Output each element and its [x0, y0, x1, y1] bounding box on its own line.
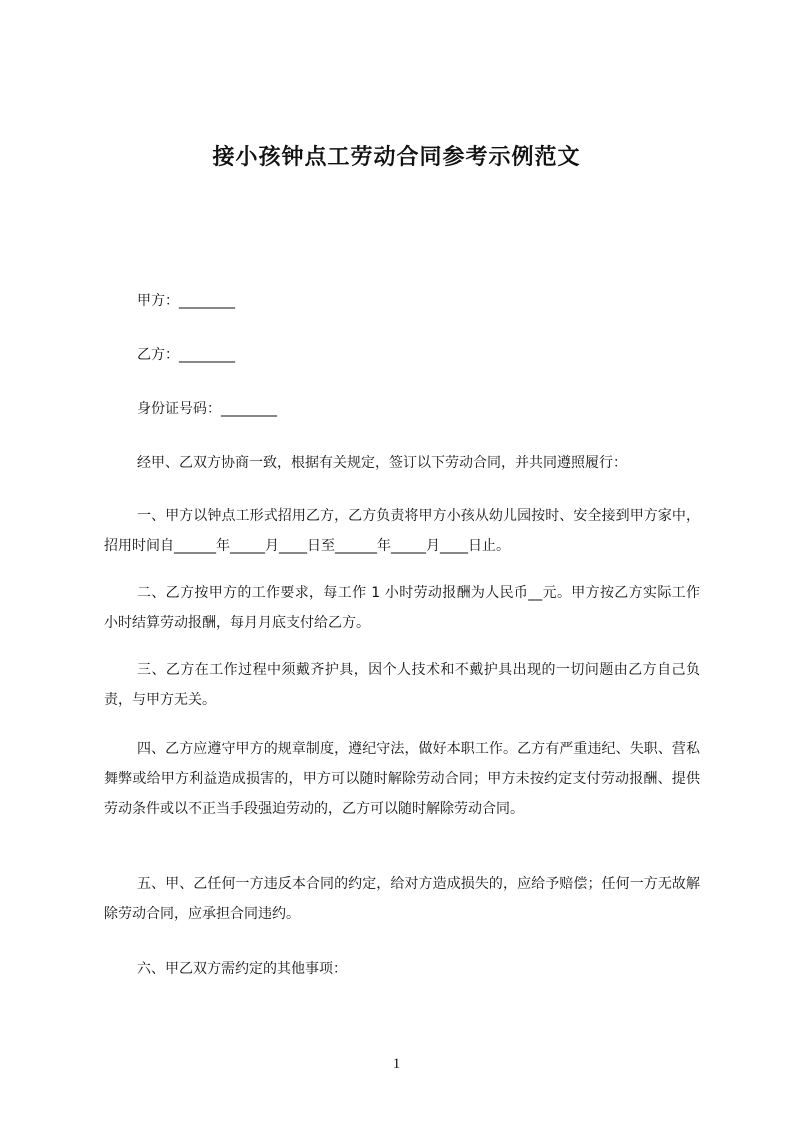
id-number-line: 身份证号码：________ — [137, 401, 277, 417]
clause-3: 三、乙方在工作过程中须戴齐护具，因个人技术和不戴护具出现的一切问题由乙方自己负责，与甲方无关。 — [104, 662, 700, 708]
clause-5: 五、甲、乙任何一方违反本合同的约定，给对方造成损失的，应给予赔偿；任何一方无故解除劳动合同，应承担合同违约。 — [104, 876, 700, 922]
intro-paragraph: 经甲、乙双方协商一致，根据有关规定，签订以下劳动合同，并共同遵照履行： — [137, 455, 627, 471]
clause-1: 一、甲方以钟点工形式招用乙方，乙方负责将甲方小孩从幼儿园按时、安全接到甲方家中，招用时间自______年_____月____日至______年_____月____日止。 — [104, 508, 700, 554]
party-a-line: 甲方：________ — [137, 293, 235, 309]
page-number: 1 — [392, 1056, 401, 1072]
clause-6: 六、甲乙双方需约定的其他事项： — [137, 961, 347, 977]
document-title: 接小孩钟点工劳动合同参考示例范文 — [212, 145, 581, 170]
clause-2: 二、乙方按甲方的工作要求，每工作 1 小时劳动报酬为人民币__元。甲方按乙方实际工作小时结算劳动报酬，每月月底支付给乙方。 — [104, 585, 700, 631]
party-b-line: 乙方：________ — [137, 347, 235, 363]
clause-4: 四、乙方应遵守甲方的规章制度，遵纪守法，做好本职工作。乙方有严重违纪、失职、营私舞弊或给甲方利益造成损害的，甲方可以随时解除劳动合同；甲方未按约定支付劳动报酬、提供劳动条件或以不正当手段强迫劳动的，乙方可以随时解除劳动合同。 — [104, 741, 700, 817]
